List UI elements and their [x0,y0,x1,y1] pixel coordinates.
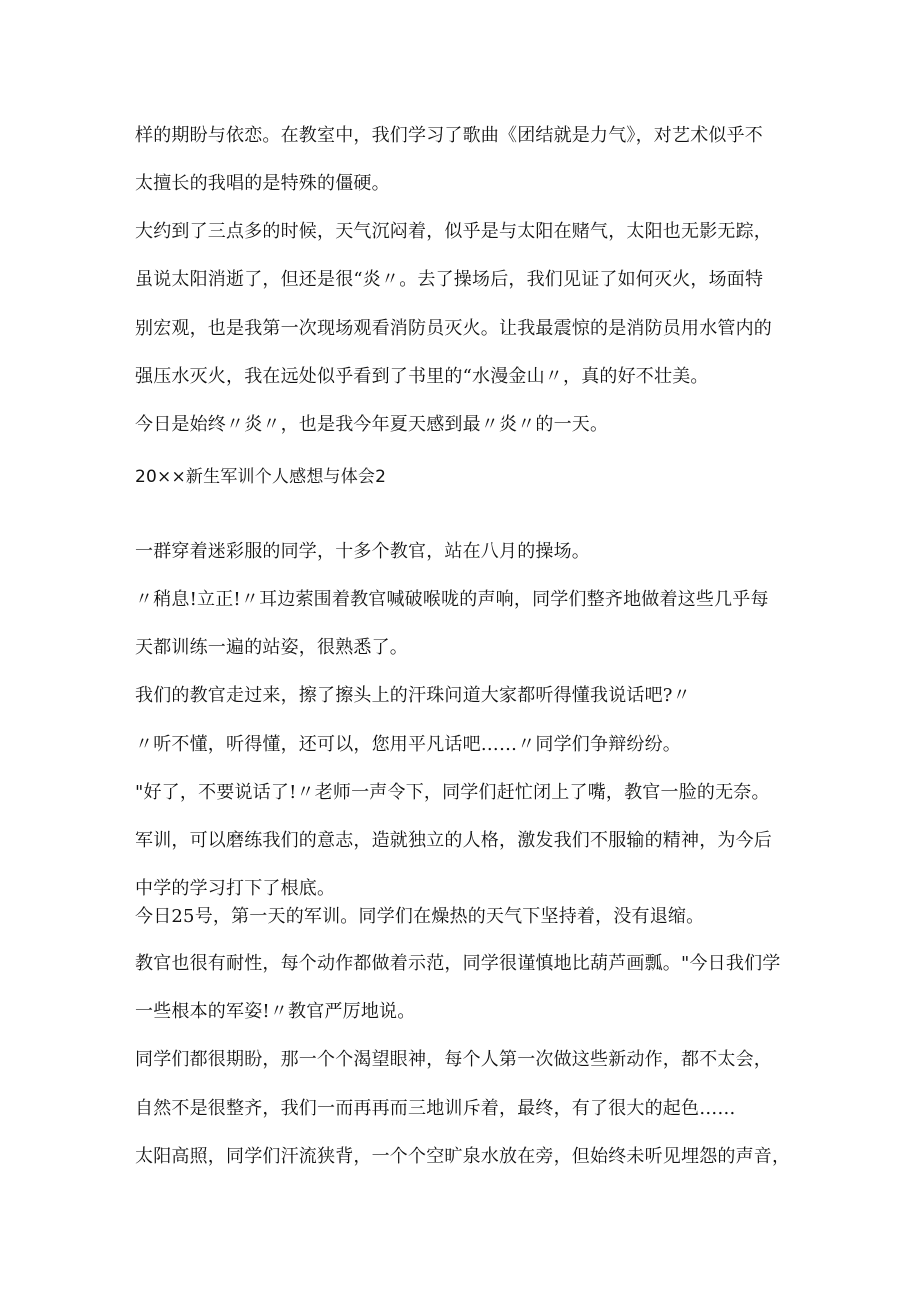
paragraph-line: 〃稍息!立正!〃耳边萦围着教官喊破喉咙的声响，同学们整齐地做着这些几乎每 [135,589,769,610]
paragraph-line: 别宏观，也是我第一次现场观看消防员灭火。让我最震惊的是消防员用水管内的 [135,318,772,339]
paragraph-line: 教官也很有耐性，每个动作都做着示范，同学很谨慎地比葫芦画瓢。"今日我们学 [135,953,781,974]
paragraph-line: 虽说太阳消逝了，但还是很“炎〃。去了操场后，我们见证了如何灭火，场面特 [135,269,764,290]
paragraph-line: 样的期盼与依恋。在教室中，我们学习了歌曲《团结就是力气》，对艺术似乎不 [135,125,763,146]
paragraph-line: 太擅长的我唱的是特殊的僵硬。 [135,173,390,194]
paragraph-line: 强压水灭火，我在远处似乎看到了书里的“水漫金山〃，真的好不壮美。 [135,366,709,387]
paragraph-line: 一些根本的军姿!〃教官严厉地说。 [135,1001,416,1022]
paragraph-line: 军训，可以磨练我们的意志，造就独立的人格，激发我们不服输的精神，为今后 [135,830,772,851]
paragraph-line: 天都训练一遍的站姿，很熟悉了。 [135,637,408,658]
paragraph-line: 今日是始终〃炎〃，也是我今年夏天感到最〃炎〃的一天。 [135,414,609,435]
paragraph-line: 自然不是很整齐，我们一而再再而三地训斥着，最终，有了很大的起色…… [135,1098,736,1119]
paragraph-line: 我们的教官走过来，擦了擦头上的汗珠问道大家都听得懂我说话吧?〃 [135,685,691,706]
section-heading: 20××新生军训个人感想与体会2 [135,467,387,487]
paragraph-line: 同学们都很期盼，那一个个渴望眼神，每个人第一次做这些新动作，都不太会， [135,1049,772,1070]
paragraph-line: 一群穿着迷彩服的同学，十多个教官，站在八月的操场。 [135,541,590,562]
paragraph-line: 大约到了三点多的时候，天气沉闷着，似乎是与太阳在赌气，太阳也无影无踪， [135,221,772,242]
paragraph-line: 今日25号，第一天的军训。同学们在燥热的天气下坚持着，没有退缩。 [135,906,705,927]
paragraph-line: 中学的学习打下了根底。 [135,878,336,899]
paragraph-line: 〃听不懂，听得懂，还可以，您用平凡话吧……〃同学们争辩纷纷。 [135,734,681,755]
paragraph-line: 太阳高照，同学们汗流狭背，一个个空旷泉水放在旁，但始终未听见埋怨的声音， [135,1146,791,1167]
paragraph-line: "好了，不要说话了!〃老师一声令下，同学们赶忙闭上了嘴，教官一脸的无奈。 [135,782,770,803]
